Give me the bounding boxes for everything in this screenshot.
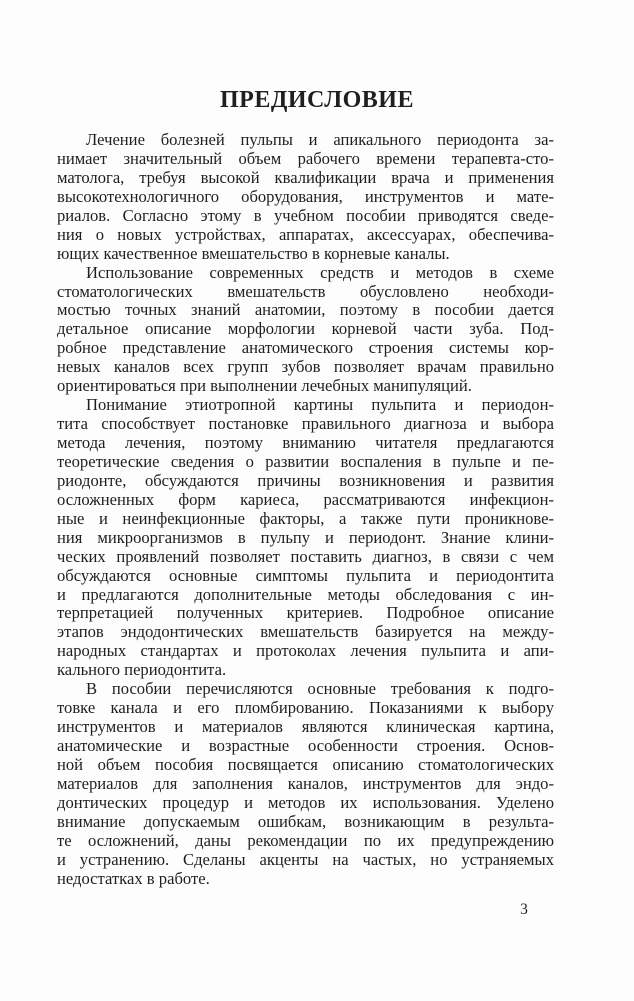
text-line: Понимание этиотропной картины пульпита и периодон-	[86, 395, 554, 415]
text-line: этапов эндодонтических вмешательств базируется на между-	[57, 622, 554, 642]
text-line: стоматологических вмешательств обусловлено необходи-	[57, 281, 554, 301]
page-title: ПРЕДИСЛОВИЕ	[220, 87, 414, 113]
text-line: метода лечения, поэтому вниманию читателя предлагаются	[57, 433, 554, 452]
text-line: ющих качественное вмешательство в корневые каналы.	[57, 243, 450, 263]
text-line: обсуждаются основные симптомы пульпита и периодонтита	[57, 565, 554, 585]
text-line: Лечение болезней пульпы и апикального периодонта за-	[86, 130, 554, 149]
text-line: ния о новых устройствах, аппаратах, аксессуарах, обеспечива-	[57, 224, 554, 244]
text-line: ной объем пособия посвящается описанию стоматологических	[57, 754, 554, 774]
text-line: терпретацией полученных критериев. Подробное описание	[57, 603, 554, 623]
text-line: матолога, требуя высокой квалификации врача и применения	[57, 167, 554, 187]
text-line: ные и неинфекционные факторы, а также пути проникнове-	[57, 508, 554, 528]
page-number: 3	[520, 901, 528, 918]
text-line: народных стандартах и протоколах лечения пульпита и апи-	[57, 641, 554, 661]
text-line: тита способствует постановке правильного диагноза и выбора	[57, 414, 554, 434]
text-line: анатомические и возрастные особенности строения. Основ-	[57, 736, 554, 755]
text-line: кального периодонтита.	[57, 660, 227, 680]
text-line: теоретические сведения о развитии воспаления в пульпе и пе-	[57, 451, 554, 471]
text-line: высокотехнологичного оборудования, инструментов и мате-	[57, 186, 554, 206]
text-line: риодонте, обсуждаются причины возникновения и развития	[57, 470, 554, 490]
text-line: осложненных форм кариеса, рассматриваются инфекцион-	[57, 489, 554, 509]
text-line: и устранению. Сделаны акценты на частых, но устраняемых	[57, 849, 554, 869]
page-body	[57, 131, 554, 889]
text-line: невых каналов всех групп зубов позволяет врачам правильно	[57, 357, 554, 377]
text-line: нимает значительный объем рабочего времени терапевта-сто-	[57, 148, 554, 168]
text-line: робное представление анатомического строения системы кор-	[57, 338, 554, 358]
text-line: те осложнений, даны рекомендации по их предупреждению	[57, 830, 554, 850]
text-line: материалов для заполнения каналов, инструментов для эндо-	[57, 773, 554, 793]
text-line: инструментов и материалов являются клиническая картина,	[57, 717, 554, 737]
text-line: ческих проявлений позволяет поставить диагноз, в связи с чем	[57, 546, 554, 566]
text-line: и предлагаются дополнительные методы обследования с ин-	[57, 584, 554, 604]
text-line: риалов. Согласно этому в учебном пособии приводятся сведе-	[57, 205, 554, 225]
text-line: ориентироваться при выполнении лечебных манипуляций.	[57, 376, 472, 396]
text-line: внимание допускаемым ошибкам, возникающим в результа-	[57, 811, 554, 831]
text-line: мостью точных знаний анатомии, поэтому в пособии дается	[57, 300, 554, 320]
text-line: недостатках в работе.	[57, 868, 210, 888]
text-line: ния микроорганизмов в пульпу и периодонт. Знание клини-	[57, 527, 554, 547]
text-line: Использование современных средств и методов в схеме	[86, 262, 554, 282]
text-line: В пособии перечисляются основные требования к подго-	[86, 679, 554, 699]
text-line: детальное описание морфологии корневой части зуба. Под-	[57, 319, 554, 339]
text-line: донтических процедур и методов их использования. Уделено	[57, 792, 554, 812]
text-line: товке канала и его пломбированию. Показаниями к выбору	[57, 698, 554, 718]
